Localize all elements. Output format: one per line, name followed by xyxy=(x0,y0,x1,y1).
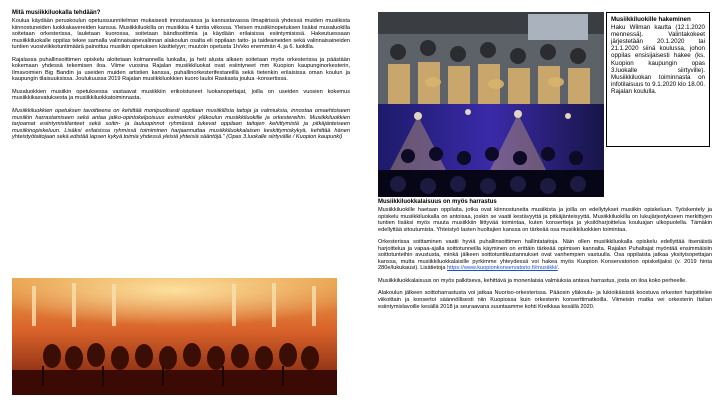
right-column xyxy=(378,199,712,316)
link-suffix: . xyxy=(557,265,560,272)
classroom-photo xyxy=(378,12,604,104)
application-info-box xyxy=(606,12,710,147)
paragraph-text: Orkesterissa soittaminen vaatii hyviä puhallinsoittimen hallintataitoja. Näin ollen musiikkiluokalla opiskelu edellyttää itsenäistä harjoittelua ja vapaa-ajalla soittotunneilla käyminen on erittäin tärkeää opimisen kannalta. Rajalan Puhaltajat myöntää ensimmäisiin soittotunteihin avustusta, minkä jälkeen soittotuntikustannukset ovat vanhempien vastuulla. Osa oppilaista jatkaa yksityisopettajan kanssa, mutta musiikkiluokkalaisille pyrkimme yhteydessä voi hakea myös Kuopion Konservatorion opiskelijaksi (v. 2019 hinta 280e/lukukausi). Lisätietoja xyxy=(378,239,712,272)
concert-photo xyxy=(378,104,604,197)
info-box-body: Haku Wilman kautta (12.1.2020 mennessä). Valintakokeet järjestetään 20.1.2020 tai 21.1.2020 siinä koulussa, johon oppilas ensisijaisesti hakee (ks. Kuopion kaupungin opas 3.luokalle siirtyville). Musiikkiluokan toiminnasta on infotilaisuus to 9.1.2020 klo 18.00. Rajalan koululla. xyxy=(611,24,705,95)
section-heading-hobby: Musiikkiluokkalaisuus on myös harrastus xyxy=(378,199,497,205)
orchestra-photo xyxy=(12,278,337,395)
paragraph: Musaluokkien musiikin opetuksessa vastaavat musiikkiin erikoistuneet luokanopettajat, joilla on useiden vuosien kokemus musiikkikasvatuksesta ja musiikkiluokkatoiminnasta. xyxy=(12,88,350,102)
paragraph: Rajalassa puhallinsoittimen opiskelu aloitetaan kolmannella luokalla, ja heti alusta alkaen soitetaan myös orkesterissa ja päästään kokemaan yhdessä tekemisen iloa. Viime vuosina Rajalan musiikkiluokat ovat esiintyneet mm Kuopion kaupunginorkesterin, Ilmavoimien Big Bandin ja useiden muiden artistien kanssa, puhallinorkesterifestareillä sekä tietenkin erilaisissa oman koulun ja kaupungin tilaisuuksissa. Joulukuussa 2019 Rajalan musiikkiluokkien kuoro lauloi Raskasta joulua -konsertissa. xyxy=(12,56,350,83)
paragraph: Musiikkiluokille haetaan oppilaita, jotka ovat kiinnostuneita musiikista ja joilla on edellytykset musiikin opiskeluun. Työskentely ja opiskelu musiikkiluokalla on antoisaa, joskin se vaatii kestävyyttä ja pitkäjänteisyyttä. Musiikkiluokilla on lukujärjestykseen merkittyjen tuntien lisäksi myös muuta musiikkiin liittyvää toimintaa, kuten konsertteja ja yksilöharjoittelua kouluajan ulkopuolella. Tämäkin edellyttää sitoutumista. Yhteistyö lasten huoltajien kanssa on tärkeää osa musiikkiluokkien toimintaa. xyxy=(378,207,712,233)
paragraph: Koulua käydään peruskoulun opetussuunnitelman mukaisesti innostavassa ja kannustavassa ilmapiirissä yhdessä muiden musiikista kiinnostuneiden luokkakavereiden kanssa. Musiikkiluokilla on musiikkia 4 tuntia viikossa. Yleisen musiikinopetuksen lisäksi musaluokilla soitetaan orkesterissa, lauletaan kuorossa, soitetaan bändisoittimia ja käydään erilaisissa esiintymisissä. Hakeutuessaan musiikkiluokalle oppilas tekee samalla valinnaisainevalinnan alakoulun osalta eli oppilaan taito- ja taideaineiden sekä valinnaisaineiden tuntien vuosiviikkotuntimäärä painottuu musiikin opetuksen käsittelyyn; muutoin opetusta 1h/vko enemmän 4. ja 6. luokilla. xyxy=(12,18,350,51)
paragraph-with-link xyxy=(378,239,712,272)
section-heading-what: Mitä musiikkiluokalla tehdään? xyxy=(12,10,101,16)
conservatory-link[interactable]: https://www.kuopionkonservatorio.fi/musiikki/ xyxy=(447,265,558,272)
quote-paragraph: Musiikkiluokkien opetuksen tavoitteena on kehittää monipuolisesti oppilaan musiikillisia taitoja ja valmiuksia, innostaa omaehtoiseen musiikin harrastamiseen sekä antaa jatko-opintokelpoisuus esimerkiksi yläkoulun musiikkiluokille ja orkestereihin. Musiikkiluokkien tarjoamat esiintymistilanteet sekä soitin- ja lauluopinnot ryhmässä tukevat oppilaan taitojen kehittymistä ja pitkäjänteiseen musiikinopiskeluun. Lisäksi erilaisissa ryhmissä toimiminen harjaannuttaa musiikkiluokkalaisen keskittymiskykyä, kehittää hänen yhteistyötaitojaan sekä edistää lapsen kykyä toimia yhdessä yleisiä yhteisiä sääntöjä.” (Opas 3.luokalle siirtyvälle / Kuopion kaupunki) xyxy=(12,108,350,141)
paragraph: Musiikkiluokkalaisuus on myös palkitseva, kehittävä ja monenlaisia valmiuksia antava harrastus, josta on iloa koko perheelle. xyxy=(378,277,687,284)
info-box-title: Musiikkiluokille hakeminen xyxy=(611,16,691,23)
paragraph: Alakoulun jälkeen soittoharrastusta voi jatkaa Nuoriso-orkesterissa. Pääosin yläkoulu- ja lukioikäisistä koostuva orkesteri harjoittelee viikoittain ja konsertoi säännöllisesti niin Kuopiossa kuin orkesterin konserttimatkoilla. Viimeisin matka vei orkesterin Italian esiintymislavoille kesällä 2018 ja seuraavana suuntaamme kohti Kreikkaa kesällä 2020. xyxy=(378,290,712,310)
left-column xyxy=(12,10,350,147)
